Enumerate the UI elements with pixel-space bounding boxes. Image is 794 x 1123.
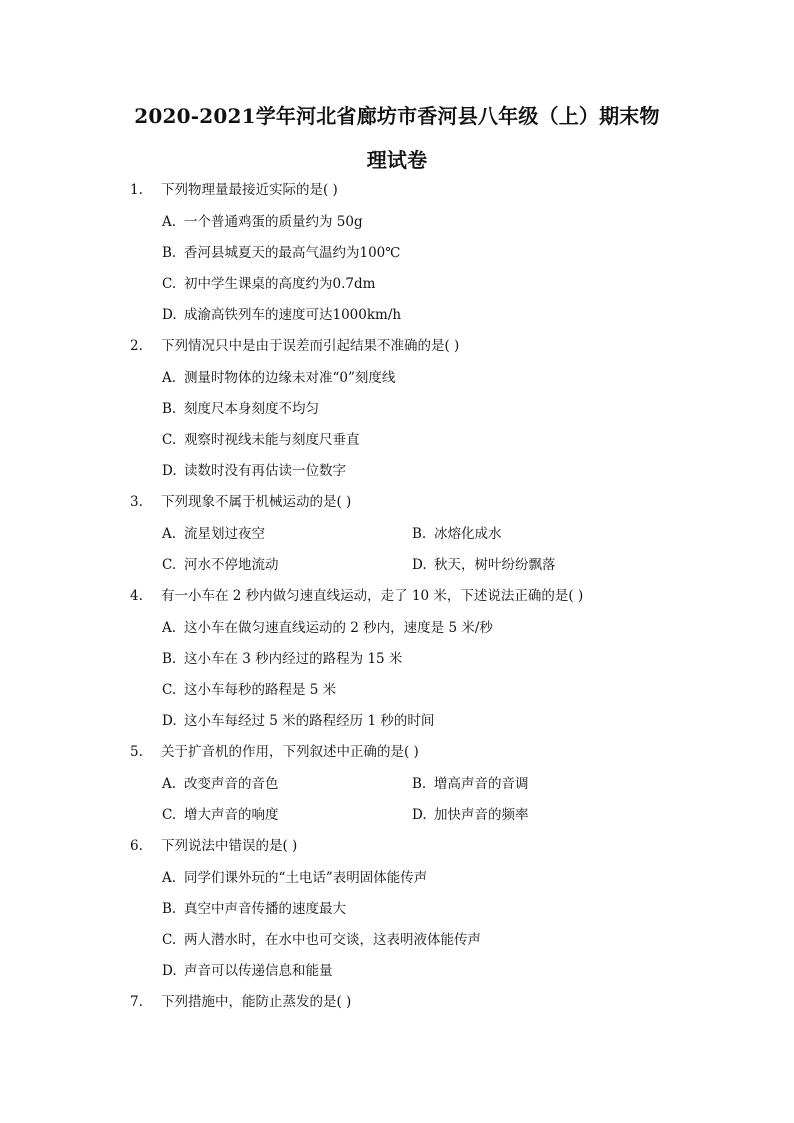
q2-option-d xyxy=(162,459,346,483)
option-text: 测量时物体的边缘未对准“0”刻度线 xyxy=(184,370,396,386)
q1-option-d xyxy=(162,303,401,327)
option-text: 增高声音的音调 xyxy=(434,776,529,792)
question-text: 下列现象不属于机械运动的是( ) xyxy=(161,494,352,510)
question-text: 下列措施中，能防止蒸发的是( ) xyxy=(161,994,352,1010)
option-letter: A. xyxy=(162,370,177,386)
option-letter: C. xyxy=(162,682,177,698)
q4-option-a xyxy=(162,616,493,640)
question-number: 6. xyxy=(130,838,143,854)
exam-title-line2: 理试卷 xyxy=(366,148,428,172)
option-text: 冰熔化成水 xyxy=(434,526,502,542)
option-text: 香河县城夏天的最高气温约为100℃ xyxy=(184,245,401,261)
option-letter: D. xyxy=(162,963,177,979)
option-letter: B. xyxy=(162,651,177,667)
option-letter: A. xyxy=(162,620,177,636)
q3-option-c xyxy=(162,553,279,577)
question-6 xyxy=(130,834,730,858)
option-text: 改变声音的音色 xyxy=(184,776,279,792)
option-text: 观察时视线未能与刻度尺垂直 xyxy=(184,432,360,448)
q6-option-b xyxy=(162,897,346,921)
option-text: 刻度尺本身刻度不均匀 xyxy=(184,401,319,417)
option-letter: C. xyxy=(162,276,177,292)
question-3 xyxy=(130,490,730,514)
question-text: 下列说法中错误的是( ) xyxy=(161,838,298,854)
q3-option-a xyxy=(162,522,265,546)
question-text: 下列物理量最接近实际的是( ) xyxy=(161,182,338,198)
question-number: 4. xyxy=(130,588,143,604)
question-number: 5. xyxy=(130,744,143,760)
q4-option-b xyxy=(162,647,402,671)
option-text: 两人潜水时，在水中也可交谈，这表明液体能传声 xyxy=(184,932,481,948)
question-text: 下列情况只中是由于误差而引起结果不准确的是( ) xyxy=(161,338,460,354)
option-text: 声音可以传递信息和能量 xyxy=(184,963,333,979)
option-letter: B. xyxy=(162,401,177,417)
option-letter: A. xyxy=(162,776,177,792)
option-letter: C. xyxy=(162,807,177,823)
question-text: 有一小车在 2 秒内做匀速直线运动，走了 10 米，下述说法正确的是( ) xyxy=(161,588,584,604)
option-text: 这小车每经过 5 米的路程经历 1 秒的时间 xyxy=(184,713,435,729)
q5-option-b xyxy=(412,772,529,796)
q2-option-a xyxy=(162,366,395,390)
option-letter: C. xyxy=(162,557,177,573)
q2-option-c xyxy=(162,428,360,452)
option-letter: D. xyxy=(162,307,177,323)
option-text: 一个普通鸡蛋的质量约为 50g xyxy=(184,214,363,230)
q6-option-a xyxy=(162,866,427,890)
question-number: 3. xyxy=(130,494,143,510)
question-number: 2. xyxy=(130,338,143,354)
option-letter: A. xyxy=(162,870,177,886)
q3-option-d xyxy=(412,553,556,577)
q4-option-d xyxy=(162,709,434,733)
option-letter: B. xyxy=(412,776,427,792)
option-letter: D. xyxy=(162,713,177,729)
option-letter: D. xyxy=(412,557,427,573)
option-letter: D. xyxy=(162,463,177,479)
option-text: 流星划过夜空 xyxy=(184,526,265,542)
question-5 xyxy=(130,740,730,764)
option-text: 同学们课外玩的“土电话”表明固体能传声 xyxy=(184,870,428,886)
option-text: 这小车在做匀速直线运动的 2 秒内，速度是 5 米/秒 xyxy=(184,620,493,636)
exam-title-line1: 2020-2021学年河北省廊坊市香河县八年级（上）期末物 xyxy=(134,104,660,128)
question-number: 1. xyxy=(130,182,143,198)
question-text: 关于扩音机的作用，下列叙述中正确的是( ) xyxy=(161,744,419,760)
q2-option-b xyxy=(162,397,319,421)
question-1 xyxy=(130,178,730,202)
q1-option-a xyxy=(162,210,363,234)
question-2 xyxy=(130,334,730,358)
option-text: 成渝高铁列车的速度可达1000km/h xyxy=(184,307,402,323)
q5-option-d xyxy=(412,803,529,827)
option-letter: C. xyxy=(162,932,177,948)
option-text: 增大声音的响度 xyxy=(184,807,279,823)
option-letter: C. xyxy=(162,432,177,448)
q5-option-c xyxy=(162,803,279,827)
option-letter: D. xyxy=(412,807,427,823)
option-text: 初中学生课桌的高度约为0.7dm xyxy=(184,276,376,292)
option-text: 这小车每秒的路程是 5 米 xyxy=(184,682,337,698)
option-text: 读数时没有再估读一位数字 xyxy=(184,463,346,479)
option-letter: A. xyxy=(162,526,177,542)
option-letter: B. xyxy=(162,901,177,917)
question-7 xyxy=(130,990,730,1014)
q6-option-d xyxy=(162,959,333,983)
option-text: 秋天，树叶纷纷飘落 xyxy=(434,557,556,573)
question-number: 7. xyxy=(130,994,143,1010)
q5-option-a xyxy=(162,772,279,796)
option-text: 这小车在 3 秒内经过的路程为 15 米 xyxy=(184,651,403,667)
q3-option-b xyxy=(412,522,502,546)
option-text: 加快声音的频率 xyxy=(434,807,529,823)
option-text: 河水不停地流动 xyxy=(184,557,279,573)
option-text: 真空中声音传播的速度最大 xyxy=(184,901,346,917)
q4-option-c xyxy=(162,678,336,702)
option-letter: A. xyxy=(162,214,177,230)
q1-option-c xyxy=(162,272,375,296)
option-letter: B. xyxy=(162,245,177,261)
q6-option-c xyxy=(162,928,481,952)
option-letter: B. xyxy=(412,526,427,542)
q1-option-b xyxy=(162,241,400,265)
question-4 xyxy=(130,584,730,608)
